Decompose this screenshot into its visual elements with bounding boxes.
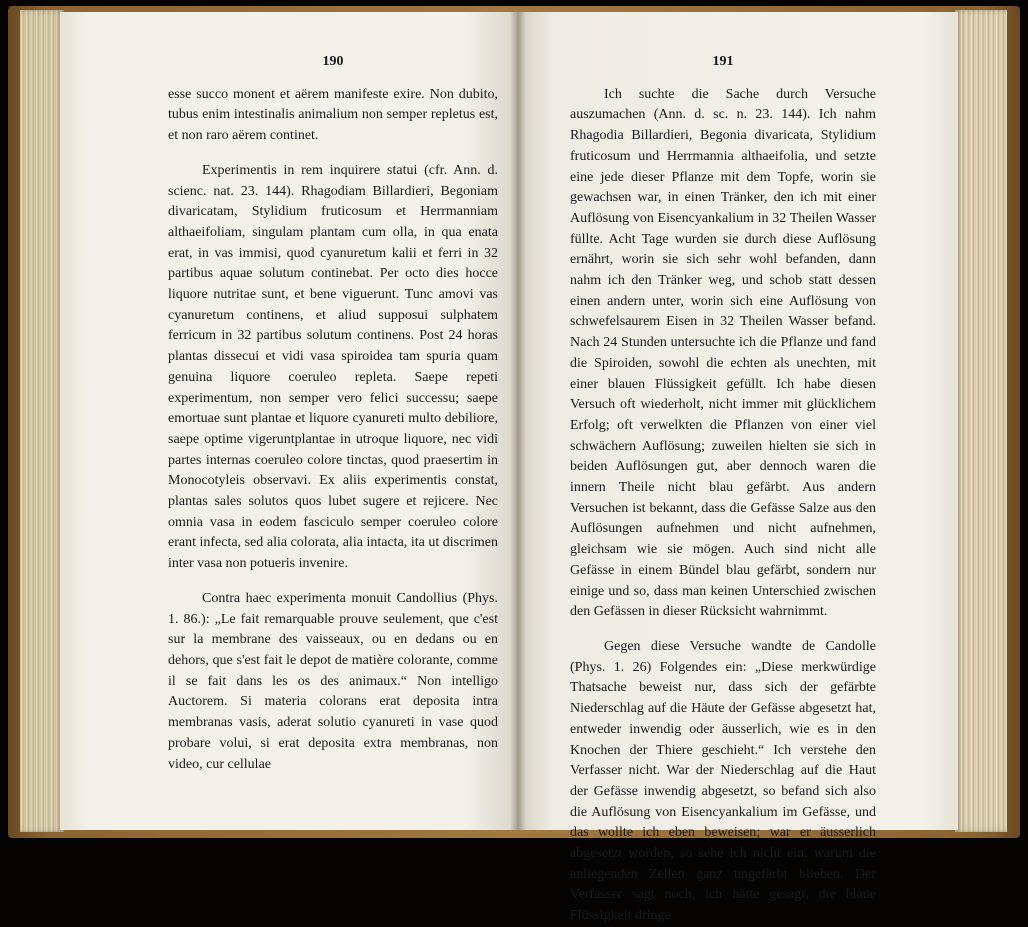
page-edges-right	[955, 10, 1007, 832]
paragraph: esse succo monent et aërem manifeste exire. Non dubito, tubus enim intestinalis animalium non semper repletus est, et non raro aërem continet.	[168, 86, 498, 144]
paragraph: Experimentis in rem inquirere statui (cfr. Ann. d. scienc. nat. 23. 144). Rhagodiam Billardieri, Begoniam divaricatam, Stylidium fruticosum et Herrmanniam althaeifoliam, singulam plantam cum olla, in qua enata erat, in vas immisi, quod cyanuretum kalii et ferri in 32 partibus aquae solutum continebat. Per octo dies hocce liquore nutritae sunt, et bene viguerunt. Tunc amovi vas cyanuretum continens, et aliud supposui sulphatem ferricum in 32 partibus solutum continens. Post 24 horas plantas dissecui et vidi vasa spiroidea tam spuria quam genuina liquore coeruleo repleta. Saepe repeti experimentum, non semper vero felici successu; saepe emortuae sunt plantae et liquore cyanureti multo debiliore, saepe optime vigeruntplantae in utroque liquore, nec vidi partes internas coeruleo colore tinctas, quod praesertim in Monocotyleis observavi. Ex aliis experimentis constat, plantas sales solutos quos lubet sugere et rejicere. Nec omnia vasa in eodem fasciculo semper coeruleo colore erant infecta, sed alia colorata, alia intacta, ita ut discrimen inter vasa non potueris invenire.	[168, 162, 498, 572]
page-number-right: 191	[712, 54, 734, 69]
left-page-text	[168, 52, 498, 775]
paragraph: Ich suchte die Sache durch Versuche auszumachen (Ann. d. sc. n. 23. 144). Ich nahm Rhagodia Billardieri, Begonia divaricata, Stylidium fruticosum und Herrmannia althaeifolia, und setzte eine jede dieser Pflanze mit dem Topfe, worin sie gewachsen war, in einen Tränker, den ich mit einer Auflösung von Eisencyankalium in 32 Theilen Wasser füllte. Acht Tage wurden sie durch diese Auflösung ernährt, worin sie sich sehr wohl befanden, dann nahm ich den Tränker weg, und schob statt dessen einen andern unter, worin sich eine Auflösung von schwefelsaurem Eisen in 32 Theilen Wasser befand. Nach 24 Stunden untersuchte ich die Pflanze und fand die Spiroiden, sowohl die echten als unechten, mit einer blauen Flüssigkeit gefüllt. Ich habe diesen Versuch oft wiederholt, nicht immer mit glücklichem Erfolg; oft verwelkten die Pflanzen von einer viel schwächern Auflösung; zuweilen hielten sie sich in beiden Auflösungen gut, aber dennoch waren die innern Theile nicht blau gefärbt. Aus andern Versuchen ist bekannt, dass die Gefässe Salze aus den Auflösungen aufnehmen und nicht aufnehmen, gleichsam wie sie mögen. Auch sind nicht alle Gefässe in einem Bündel blau gefärbt, sondern nur einige und so, dass man keinen Unterschied zwischen den Gefässen in dieser Rücksicht wahrnimmt.	[570, 86, 876, 620]
page-edges-left	[20, 10, 64, 832]
page-number-left: 190	[322, 54, 344, 69]
paragraph: Gegen diese Versuche wandte de Candolle (Phys. 1. 26) Folgendes ein: „Diese merkwürdige Thatsache beweist nur, dass sich der gefärbte Niederschlag auf die Häute der Gefässe abgesetzt hat, entweder inwendig oder äusserlich, wie es in den Knochen der Thiere geschieht.“ Ich verstehe den Verfasser nicht. War der Niederschlag auf die Haut der Gefässe inwendig abgesetzt, so befand sich also die Auflösung von Eisencyankalium im Gefässe, und das wollte ich eben beweisen; war er äusserlich abgesetzt worden, so sehe ich nicht ein, warum die anliegenden Zellen ganz ungefärbt blieben. Der Verfasser sagt noch, ich hätte gesagt, die blaue Flüssigkeit dringe	[570, 638, 876, 924]
paragraph: Contra haec experimenta monuit Candollius (Phys. 1. 86.): „Le fait remarquable prouve seulement, que c'est sur la membrane des vaisseaux, ou en dedans ou en dehors, que s'est fait le depot de matière colorante, comme il se fait dans les os des animaux.“ Non intelligo Auctorem. Si materia colorans erat deposita intra membranas vasis, aderat solutio cyanureti in vase quod probare volui, si erat deposita extra membranas, non video, cur cellulae	[168, 590, 498, 772]
book-gutter	[510, 12, 526, 830]
right-page-text	[570, 52, 876, 927]
